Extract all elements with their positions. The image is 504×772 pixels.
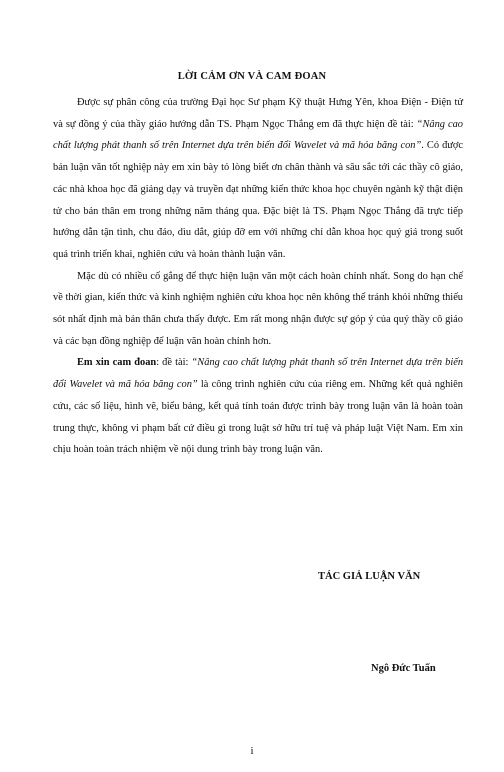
signature-label: TÁC GIẢ LUẬN VĂN (318, 571, 421, 582)
declaration-lead: Em xin cam đoan (77, 357, 157, 369)
page-title: LỜI CẢM ƠN VÀ CAM ĐOAN (177, 71, 327, 82)
body-text (53, 92, 463, 461)
paragraph-3-text-before: : đề tài: (156, 357, 192, 369)
paragraph-1-text-after: . Có được bản luận văn tốt nghiệp này em xin bày tỏ lòng biết ơn chân thành và sâu sắc tới các thầy cô giáo, các nhà khoa học đã giảng dạy và truyền đạt những kiến thức khoa học chuyên ngành kỹ thật điện tử cho bản thân em trong những năm tháng qua. Đặc biệt là TS. Phạm Ngọc Thắng đã trực tiếp hướng dẫn tận tình, chu đáo, dìu dắt, giúp đỡ em với những chỉ dẫn khoa học quý giá trong suốt quá trình triển khai, nghiên cứu và hoàn thành luận văn. (53, 140, 463, 260)
paragraph-3-text-after: là công trình nghiên cứu của riêng em. Những kết quả nghiên cứu, các số liệu, hình vẽ, biểu bảng, kết quả tính toán được trình bày trong luận văn là hoàn toàn trung thực, không vi phạm bất cứ điều gì trong luật sở hữu trí tuệ và pháp luật Việt Nam. Em xin chịu hoàn toàn trách nhiệm về nội dung trình bày trong luận văn. (53, 379, 463, 456)
paragraph-acknowledgement (53, 92, 463, 266)
paragraph-limitations: Mặc dù có nhiều cố gắng để thực hiện luận văn một cách hoàn chỉnh nhất. Song do hạn chế về thời gian, kiến thức và kinh nghiệm nghiên cứu khoa học nên không thể tránh khỏi những thiếu sót nhất định mà bản thân chưa thấy được. Em rất mong nhận được sự góp ý của quý thầy cô giáo và các bạn đồng nghiệp để luận văn hoàn chỉnh hơn. (53, 270, 463, 347)
thesis-title-italic: “Nâng cao chất lượng phát thanh số trên Internet dựa trên biến đổi Wavelet và mã hóa băng con” (53, 118, 463, 152)
thesis-title-italic-2: “Nâng cao chất lượng phát thanh số trên Internet dựa trên biến đổi Wavelet và mã hóa băng con” (53, 357, 464, 391)
page-number: i (250, 745, 254, 757)
paragraph-1-text-before: Được sự phân công của trường Đại học Sư phạm Kỹ thuật Hưng Yên, khoa Điện - Điện tử và sự đồng ý của thầy giáo hướng dẫn TS. Phạm Ngọc Thắng em đã thực hiện đề tài: (53, 97, 463, 130)
author-name: Ngô Đức Tuấn (371, 663, 436, 674)
paragraph-declaration (53, 352, 463, 461)
